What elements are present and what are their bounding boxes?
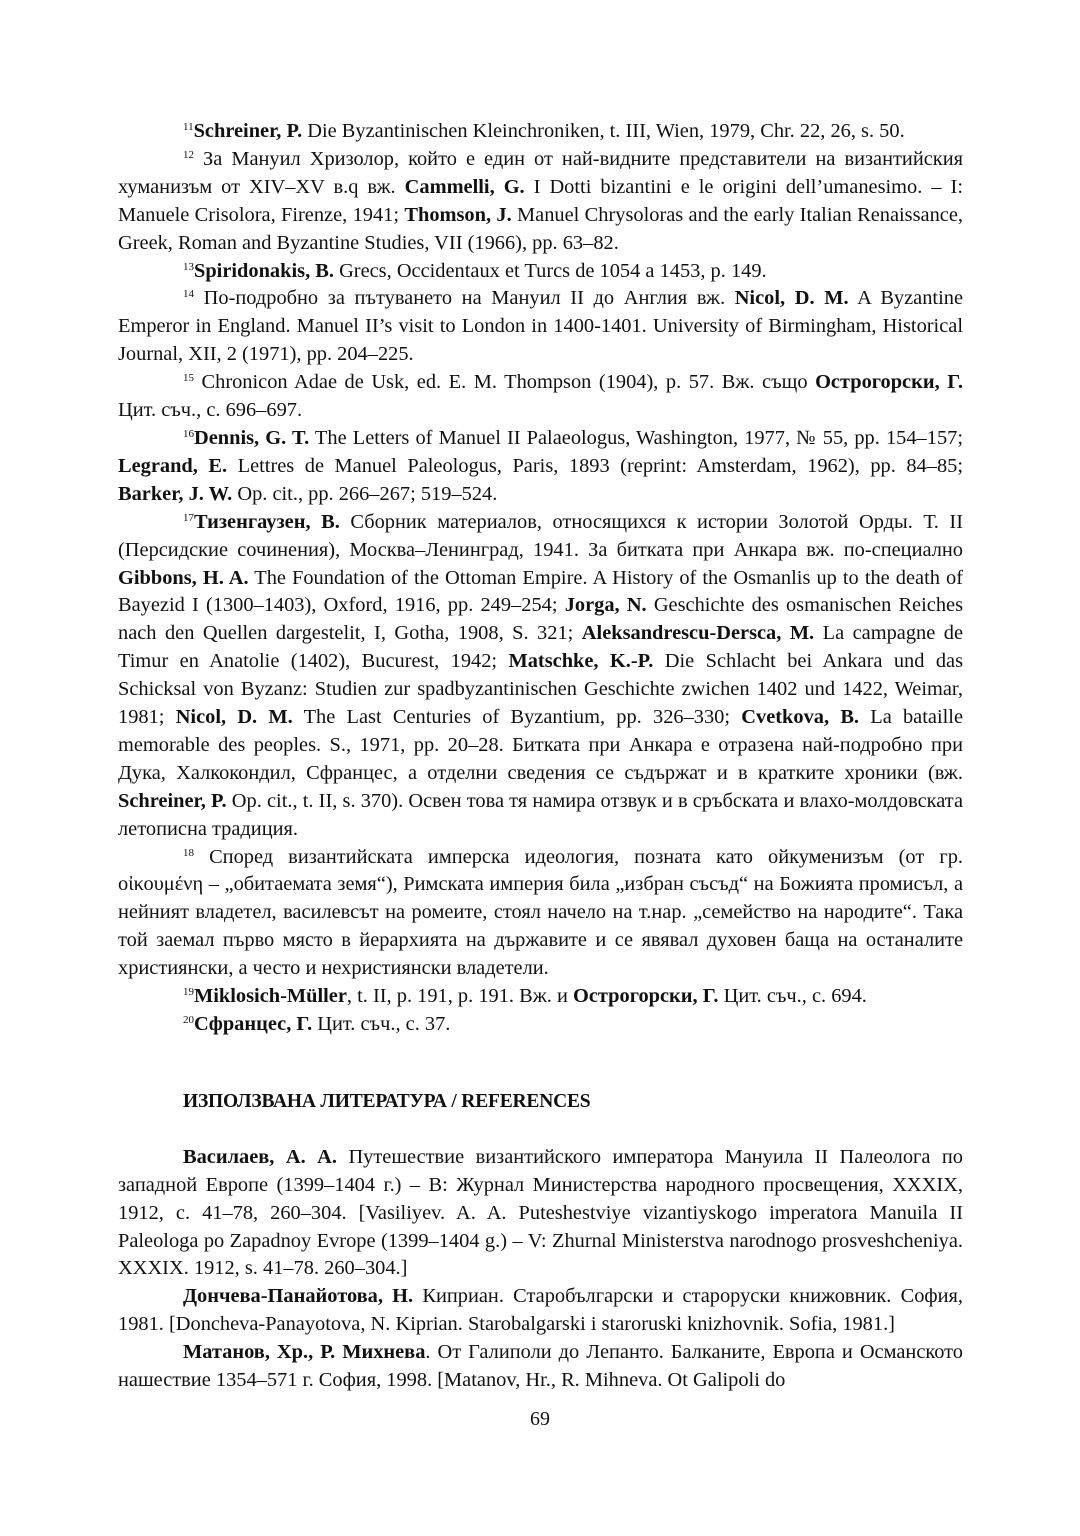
footnote-number: 13	[183, 260, 194, 273]
footnote-item	[118, 983, 963, 1011]
author-name: Matschke, K.-P.	[508, 650, 654, 673]
citation-text: Grecs, Occidentaux et Turcs de 1054 a 1453, p. 149.	[333, 259, 767, 282]
author-name: Jorga, N.	[564, 594, 647, 617]
author-name: Schreiner, P.	[193, 120, 303, 142]
citation-text: Цит. съч., с. 37.	[312, 1013, 451, 1035]
author-name: Cammelli, G.	[404, 175, 525, 198]
footnote-number: 12	[183, 148, 194, 161]
citation-text: I Dotti bizantini e le origini dell’umanesimo. – I: Manuele Crisolora, Firenze, 1941;	[118, 175, 963, 226]
reference-item	[118, 1339, 963, 1395]
citation-text: A Byzantine Emperor in England. Manuel II’s visit to London in 1400-1401. University of Birmingham, Historical Journal, XII, 2 (1971), pp. 204–225.	[118, 287, 963, 366]
footnote-item	[118, 425, 963, 509]
author-name: Thomson, J.	[404, 203, 512, 226]
citation-text: Die Schlacht bei Ankara und das Schicksal von Byzanz: Studien zur spadbyzantinischen Geschichte zwichen 1402 und 1422, Weimar, 1981;	[118, 650, 963, 729]
author-name: Василаев, А. А.	[183, 1145, 337, 1168]
footnotes-section	[118, 118, 963, 1039]
page-body	[118, 118, 963, 1395]
author-name: Острогорски, Г.	[573, 985, 719, 1008]
citation-text: La bataille memorable des peoples. S., 1971, pp. 20–28. Битката при Анкара е отразена най-подробно при Дука, Халкокондил, Сфранцес, а отделни сведения се съдържат и в кратките хроники (вж.	[118, 706, 963, 784]
footnote-number: 16	[183, 427, 194, 440]
references-heading: ИЗПОЛЗВАНА ЛИТЕРАТУРА / REFERENCES	[183, 1090, 591, 1112]
references-section	[118, 1144, 963, 1395]
author-name: Тизенгаузен, В.	[194, 510, 340, 533]
citation-text: За Мануил Хризолор, който е един от най-видните представители на византийския хуманизъм от XIV–XV в.q вж.	[118, 147, 963, 198]
citation-text: Цит. съч., с. 696–697.	[118, 399, 303, 422]
citation-text: The Foundation of the Ottoman Empire. A History of the Osmanlis up to the death of Bayezid I (1300–1403), Oxford, 1916, pp. 249–254;	[118, 566, 963, 617]
citation-text: La campagne de Timur en Anatolie (1402), Bucurest, 1942;	[118, 622, 963, 673]
footnote-number: 20	[183, 1014, 194, 1026]
reference-item	[118, 1283, 963, 1339]
citation-text: Сборник материалов, относящихся к истории Золотой Орды. Т. II (Персидские сочинения), Москва–Ленинград, 1941. За битката при Анкара вж. по-специално	[118, 510, 963, 561]
footnote-item	[118, 118, 963, 146]
author-name: Nicol, D. M.	[734, 287, 849, 310]
author-name: Aleksandrescu-Dersca, M.	[581, 622, 815, 645]
citation-text: The Letters of Manuel II Palaeologus, Washington, 1977, № 55, pp. 154–157;	[309, 426, 963, 449]
citation-text: Путешествие византийского императора Мануила II Палеолога по западной Европе (1399–1404 г.) – В: Журнал Министерства народного просвещения, XXXIX, 1912, с. 41–78, 260–304. [Vasiliyev. A. A. Puteshestviye vizantiyskogo imperatora Manuila II Paleologa po Zapadnoy Evrope (1399–1404 g.) – V: Zhurnal Ministerstva narodnogo prosveshcheniya. XXXIX. 1912, s. 41–78. 260–304.]	[118, 1145, 964, 1280]
citation-text: Цит. съч., с. 694.	[718, 985, 867, 1008]
citation-text: Die Byzantinischen Kleinchroniken, t. III, Wien, 1979, Chr. 22, 26, s. 50.	[302, 120, 905, 142]
footnote-item	[118, 285, 963, 369]
author-name: Miklosich-Müller	[194, 985, 347, 1008]
footnote-number: 18	[183, 846, 194, 859]
citation-text: The Last Centuries of Byzantium, pp. 326–330;	[292, 706, 742, 729]
footnote-item	[118, 146, 963, 258]
author-name: Nicol, D. M.	[175, 706, 293, 729]
footnote-number: 17	[183, 511, 194, 524]
footnote-item	[118, 258, 963, 286]
citation-text: Според византийската имперска идеология, позната като ойкуменизъм (от гр. οἰκουμένη – „обитаемата земя“), Римската империя била „избран съсъд“ на Божията промисъл, а нейният владетел, василевсът на ромеите, стоял начело на т.нар. „семейство на народите“. Така той заемал първо място в йерархията на държавите и се явявал духовен баща на останалите християнски, а често и нехристиянски владетели.	[118, 845, 963, 980]
page-number: 69	[530, 1408, 550, 1430]
footnote-number: 11	[183, 121, 194, 133]
author-name: Schreiner, P.	[118, 789, 227, 812]
author-name: Матанов, Хр., Р. Михнева	[183, 1341, 426, 1364]
author-name: Spiridonakis, B.	[194, 259, 334, 282]
author-name: Gibbons, H. A.	[118, 566, 249, 589]
author-name: Острогорски, Г.	[815, 371, 964, 394]
citation-text: Op. cit., t. II, s. 370). Освен това тя намира отзвук и в сръбската и влахо-молдовската летописна традиция.	[118, 789, 963, 840]
footnote-item	[118, 369, 963, 425]
author-name: Legrand, E.	[118, 454, 228, 477]
author-name: Сфранцес, Г.	[194, 1013, 313, 1035]
reference-item	[118, 1144, 963, 1284]
citation-text: Chronicon Adae de Usk, ed. E. M. Thompson (1904), p. 57. Вж. също	[194, 371, 816, 394]
author-name: Dennis, G. T.	[194, 426, 310, 449]
footnote-number: 14	[183, 288, 194, 301]
author-name: Cvetkova, B.	[741, 706, 860, 729]
citation-text: . От Галиполи до Лепанто. Балканите, Европа и Османското нашествие 1354–571 г. София, 1998. [Matanov, Hr., R. Mihneva. Ot Galipoli do	[118, 1341, 964, 1392]
citation-text: Киприан. Старобългарски и староруски книжовник. София, 1981. [Doncheva-Panayotova, N. Kiprian. Starobalgarski i staroruski knizhovnik. Sofia, 1981.]	[118, 1285, 963, 1336]
footnote-number: 15	[183, 372, 194, 385]
footnote-item	[118, 1011, 963, 1039]
citation-text: , t. II, p. 191, p. 191. Вж. и	[346, 985, 573, 1008]
footnote-item	[118, 844, 963, 984]
author-name: Barker, J. W.	[118, 482, 233, 505]
citation-text: По-подробно за пътуването на Мануил II до Англия вж.	[194, 287, 735, 310]
citation-text: Geschichte des osmanischen Reiches nach den Quellen dargestelit, I, Gotha, 1908, S. 321;	[118, 594, 964, 645]
citation-text: Lettres de Manuel Paleologus, Paris, 1893 (reprint: Amsterdam, 1962), pp. 84–85;	[227, 454, 963, 477]
citation-text: Manuel Chrysoloras and the early Italian Renaissance, Greek, Roman and Byzantine Studies, VII (1966), pp. 63–82.	[118, 203, 963, 254]
footnote-item	[118, 509, 963, 844]
citation-text: Op. cit., pp. 266–267; 519–524.	[232, 482, 498, 505]
author-name: Дончева-Панайотова, Н.	[183, 1285, 414, 1308]
footnote-number: 19	[183, 986, 194, 999]
